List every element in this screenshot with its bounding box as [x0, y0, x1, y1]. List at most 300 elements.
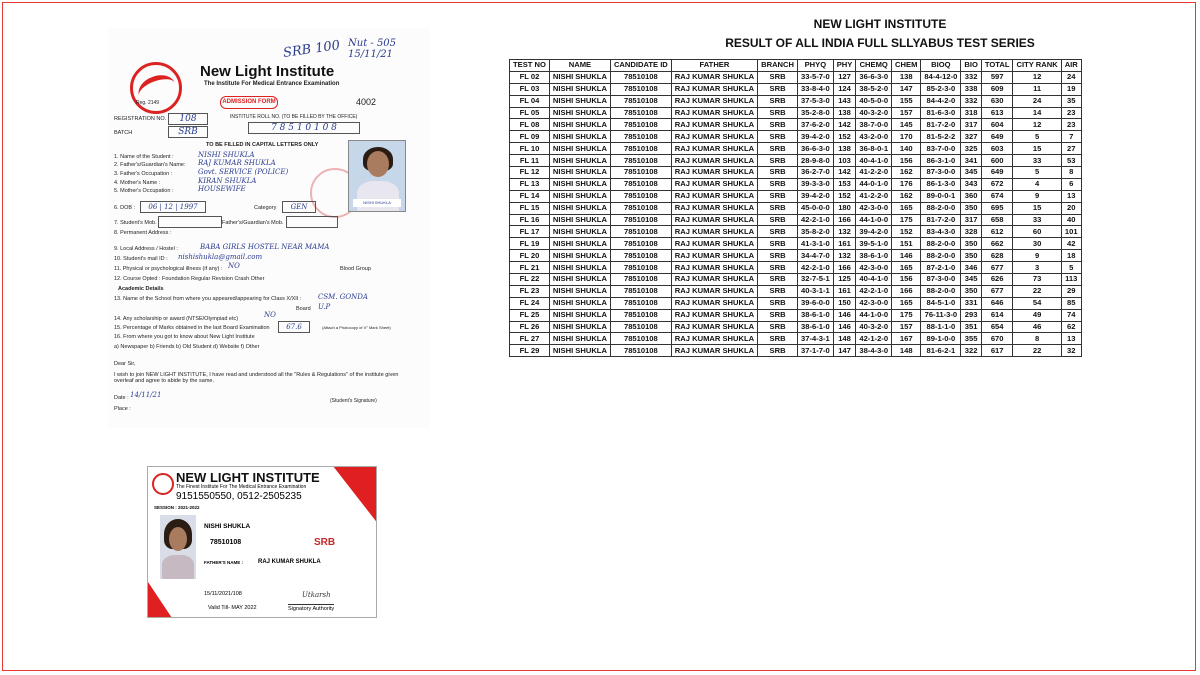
table-cell: SRB	[758, 250, 798, 262]
table-cell: 40-3-2-0	[856, 107, 892, 119]
roll-label: INSTITUTE ROLL NO. (TO BE FILLED BY THE OFFICE)	[230, 114, 358, 120]
table-cell: FL 24	[510, 297, 550, 309]
table-cell: 161	[833, 238, 856, 250]
table-cell: RAJ KUMAR SHUKLA	[671, 155, 757, 167]
table-cell: 146	[892, 250, 921, 262]
field-label: 2. Father's/Guardian's Name:	[114, 162, 186, 168]
table-cell: 150	[833, 297, 856, 309]
table-cell: RAJ KUMAR SHUKLA	[671, 309, 757, 321]
table-cell: 43-2-0-0	[856, 131, 892, 143]
table-cell: 78510108	[610, 297, 671, 309]
table-row	[510, 345, 1082, 357]
table-cell: NISHI SHUKLA	[549, 167, 610, 179]
table-cell: 5	[1013, 131, 1061, 143]
table-cell: 42-3-0-0	[856, 202, 892, 214]
table-cell: 60	[1013, 226, 1061, 238]
table-cell: 165	[892, 262, 921, 274]
table-cell: 695	[981, 202, 1013, 214]
table-cell: 13	[1061, 333, 1081, 345]
school-value: CSM. GONDA	[318, 293, 368, 301]
table-cell: RAJ KUMAR SHUKLA	[671, 202, 757, 214]
know-options: a) Newspaper b) Friends b) Old Student d) Website f) Other	[114, 344, 260, 350]
table-cell: RAJ KUMAR SHUKLA	[671, 178, 757, 190]
table-cell: RAJ KUMAR SHUKLA	[671, 71, 757, 83]
table-cell: 3	[1013, 262, 1061, 274]
table-cell: RAJ KUMAR SHUKLA	[671, 274, 757, 286]
table-cell: 78510108	[610, 345, 671, 357]
table-cell: SRB	[758, 155, 798, 167]
board-label: Board	[296, 306, 311, 312]
table-cell: 341	[961, 155, 982, 167]
table-cell: 78510108	[610, 190, 671, 202]
table-cell: 658	[981, 214, 1013, 226]
table-cell: 13	[1061, 190, 1081, 202]
admission-form	[108, 28, 430, 428]
table-cell: 176	[892, 178, 921, 190]
blood-group-label: Blood Group	[340, 266, 371, 272]
table-cell: NISHI SHUKLA	[549, 285, 610, 297]
table-cell: 88-1-1-0	[921, 321, 961, 333]
scholarship-label: 14. Any scholarship or award (NTSE/Olympiad etc)	[114, 316, 239, 322]
photo-tag: NISHI SHUKLA	[353, 199, 401, 207]
table-cell: SRB	[758, 226, 798, 238]
table-cell: 153	[833, 178, 856, 190]
table-cell: FL 08	[510, 119, 550, 131]
table-cell: 331	[961, 297, 982, 309]
table-cell: 35	[1061, 95, 1081, 107]
local-address-value: BABA GIRLS HOSTEL NEAR MAMA	[200, 243, 330, 251]
table-cell: 38-7-0-0	[856, 119, 892, 131]
table-cell: 42-2-1-0	[856, 285, 892, 297]
table-cell: 78510108	[610, 119, 671, 131]
table-cell: 7	[1061, 131, 1081, 143]
table-cell: 138	[892, 71, 921, 83]
table-cell: FL 15	[510, 202, 550, 214]
table-cell: 36-8-0-1	[856, 143, 892, 155]
table-cell: 81-5-2-2	[921, 131, 961, 143]
table-cell: 162	[892, 167, 921, 179]
table-cell: 175	[892, 309, 921, 321]
table-cell: 45-0-0-0	[798, 202, 834, 214]
form-reg: Reg. 2149	[136, 100, 160, 106]
table-cell: 32-7-5-1	[798, 274, 834, 286]
table-cell: 148	[833, 333, 856, 345]
table-cell: 36-6-3-0	[798, 143, 834, 155]
table-cell: 78510108	[610, 167, 671, 179]
table-cell: 39-4-2-0	[798, 190, 834, 202]
table-cell: 37-6-2-0	[798, 119, 834, 131]
table-cell: 42-3-0-0	[856, 297, 892, 309]
table-cell: 351	[961, 321, 982, 333]
table-cell: 317	[961, 214, 982, 226]
table-row	[510, 285, 1082, 297]
table-cell: 78510108	[610, 226, 671, 238]
table-cell: 345	[961, 167, 982, 179]
table-cell: 86-3-1-0	[921, 155, 961, 167]
table-cell: 54	[1013, 297, 1061, 309]
know-label: 16. From where you got to know about New Light Institute	[114, 334, 255, 340]
marks-note: (Attach a Photocopy of X° Mark Sheet)	[322, 325, 391, 330]
table-cell: 40-5-0-0	[856, 95, 892, 107]
table-row	[510, 238, 1082, 250]
table-cell: 42-1-2-0	[856, 333, 892, 345]
table-cell: 40-4-1-0	[856, 274, 892, 286]
card-validity: Valid Till- MAY 2022	[208, 605, 257, 611]
table-cell: 83-4-3-0	[921, 226, 961, 238]
table-cell: RAJ KUMAR SHUKLA	[671, 190, 757, 202]
table-cell: 649	[981, 131, 1013, 143]
table-cell: 603	[981, 143, 1013, 155]
student-photo	[348, 140, 406, 212]
table-row	[510, 95, 1082, 107]
table-cell: 166	[833, 214, 856, 226]
table-cell: RAJ KUMAR SHUKLA	[671, 119, 757, 131]
card-candidate-id: 78510108	[210, 539, 242, 546]
table-cell: 167	[892, 333, 921, 345]
column-header: PHYQ	[798, 60, 834, 72]
table-cell: 8	[1013, 333, 1061, 345]
column-header: TOTAL	[981, 60, 1013, 72]
table-cell: SRB	[758, 119, 798, 131]
form-brand: New Light Institute	[200, 63, 335, 80]
table-cell: 18	[1061, 250, 1081, 262]
table-cell: NISHI SHUKLA	[549, 226, 610, 238]
table-cell: NISHI SHUKLA	[549, 309, 610, 321]
table-cell: SRB	[758, 107, 798, 119]
mail-label: 10. Student's mail ID :	[114, 256, 168, 262]
mother-occupation-value: HOUSEWIFE	[198, 185, 246, 193]
table-cell: SRB	[758, 285, 798, 297]
table-cell: 85	[1061, 297, 1081, 309]
handwritten-date-note: Nut - 505 15/11/21	[348, 38, 397, 60]
table-cell: FL 11	[510, 155, 550, 167]
table-cell: 14	[1013, 107, 1061, 119]
table-cell: 152	[892, 226, 921, 238]
table-cell: 33-5-7-0	[798, 71, 834, 83]
table-cell: 42	[1061, 238, 1081, 250]
table-cell: RAJ KUMAR SHUKLA	[671, 285, 757, 297]
table-cell: SRB	[758, 297, 798, 309]
results-title: RESULT OF ALL INDIA FULL SLLYABUS TEST SERIES	[725, 36, 1035, 50]
table-cell: 38-6-1-0	[856, 250, 892, 262]
table-cell: 85-2-3-0	[921, 83, 961, 95]
table-cell: 38-5-2-0	[856, 83, 892, 95]
table-cell: FL 26	[510, 321, 550, 333]
table-cell: 646	[981, 297, 1013, 309]
table-cell: 33	[1013, 214, 1061, 226]
table-row	[510, 262, 1082, 274]
table-cell: 11	[1013, 83, 1061, 95]
table-row	[510, 226, 1082, 238]
table-cell: 78510108	[610, 285, 671, 297]
table-cell: 23	[1061, 119, 1081, 131]
column-header: BIOQ	[921, 60, 961, 72]
mail-value: nishishukla@gmail.com	[178, 253, 263, 261]
declaration-text: I wish to join NEW LIGHT INSTITUTE, I have read and understood all the "Rules & Regulations" of the institute given overleaf and agree to abide by the same.	[114, 372, 399, 384]
table-cell: 161	[833, 285, 856, 297]
table-cell: 42-3-0-0	[856, 262, 892, 274]
table-cell: 630	[981, 95, 1013, 107]
table-cell: NISHI SHUKLA	[549, 155, 610, 167]
table-row	[510, 297, 1082, 309]
table-cell: RAJ KUMAR SHUKLA	[671, 238, 757, 250]
table-cell: 322	[961, 345, 982, 357]
table-cell: 350	[961, 250, 982, 262]
table-cell: NISHI SHUKLA	[549, 71, 610, 83]
illness-label: 11. Physical or psychological illness (if any) :	[114, 266, 223, 272]
scholarship-value: NO	[264, 311, 276, 319]
handwritten-batch-note: SRB 100	[282, 38, 341, 61]
table-cell: 49	[1013, 309, 1061, 321]
results-table	[509, 59, 1082, 357]
table-cell: 12	[1013, 71, 1061, 83]
table-cell: SRB	[758, 214, 798, 226]
table-cell: 84-4-12-0	[921, 71, 961, 83]
table-cell: 89-0-0-1	[921, 190, 961, 202]
caps-note: TO BE FILLED IN CAPITAL LETTERS ONLY	[206, 142, 319, 148]
table-cell: 39-6-0-0	[798, 297, 834, 309]
table-row	[510, 202, 1082, 214]
table-cell: 175	[892, 214, 921, 226]
table-cell: 672	[981, 178, 1013, 190]
table-cell: 88-2-0-0	[921, 238, 961, 250]
field-label: 5. Mother's Occupation :	[114, 188, 174, 194]
table-cell: 89-1-0-0	[921, 333, 961, 345]
table-cell: 78510108	[610, 83, 671, 95]
table-cell: NISHI SHUKLA	[549, 143, 610, 155]
table-row	[510, 190, 1082, 202]
table-cell: 125	[833, 274, 856, 286]
table-cell: SRB	[758, 95, 798, 107]
table-cell: 20	[1061, 202, 1081, 214]
table-cell: 152	[833, 131, 856, 143]
table-cell: 30	[1013, 238, 1061, 250]
table-cell: 327	[961, 131, 982, 143]
card-signatory: Signatory Authority	[288, 606, 335, 612]
table-cell: 155	[892, 95, 921, 107]
table-cell: 24	[1013, 95, 1061, 107]
table-cell: RAJ KUMAR SHUKLA	[671, 83, 757, 95]
table-cell: 78510108	[610, 262, 671, 274]
table-cell: RAJ KUMAR SHUKLA	[671, 333, 757, 345]
table-cell: 124	[833, 83, 856, 95]
table-cell: NISHI SHUKLA	[549, 321, 610, 333]
table-cell: SRB	[758, 321, 798, 333]
table-cell: 88-2-0-0	[921, 285, 961, 297]
table-cell: 78510108	[610, 131, 671, 143]
category-value: GEN	[282, 201, 316, 213]
marks-value: 67.6	[278, 321, 310, 333]
table-cell: 132	[833, 226, 856, 238]
table-cell: NISHI SHUKLA	[549, 250, 610, 262]
table-cell: FL 03	[510, 83, 550, 95]
table-row	[510, 155, 1082, 167]
table-cell: 22	[1013, 345, 1061, 357]
table-cell: 113	[1061, 274, 1081, 286]
table-cell: NISHI SHUKLA	[549, 119, 610, 131]
table-cell: NISHI SHUKLA	[549, 238, 610, 250]
table-cell: RAJ KUMAR SHUKLA	[671, 143, 757, 155]
table-cell: RAJ KUMAR SHUKLA	[671, 167, 757, 179]
column-header: CHEMQ	[856, 60, 892, 72]
table-cell: 78510108	[610, 71, 671, 83]
table-cell: 76-11-3-0	[921, 309, 961, 321]
table-cell: 44-1-0-0	[856, 214, 892, 226]
table-cell: 5	[1061, 262, 1081, 274]
table-cell: 39-5-1-0	[856, 238, 892, 250]
table-row	[510, 83, 1082, 95]
table-cell: 27	[1061, 143, 1081, 155]
table-cell: 614	[981, 309, 1013, 321]
table-cell: 145	[892, 119, 921, 131]
column-header: AIR	[1061, 60, 1081, 72]
table-cell: 612	[981, 226, 1013, 238]
table-cell: 35-2-8-0	[798, 107, 834, 119]
table-cell: RAJ KUMAR SHUKLA	[671, 250, 757, 262]
table-cell: SRB	[758, 83, 798, 95]
table-cell: 78510108	[610, 202, 671, 214]
table-cell: 9	[1013, 190, 1061, 202]
table-cell: 157	[892, 321, 921, 333]
table-cell: 41-2-2-0	[856, 167, 892, 179]
table-cell: 166	[892, 285, 921, 297]
table-cell: 36-6-3-0	[856, 71, 892, 83]
table-cell: 170	[892, 131, 921, 143]
table-cell: FL 27	[510, 333, 550, 345]
table-cell: 8	[1061, 167, 1081, 179]
table-cell: 87-2-1-0	[921, 262, 961, 274]
column-header: PHY	[833, 60, 856, 72]
table-cell: 148	[892, 345, 921, 357]
student-mob-box	[158, 216, 222, 228]
registration-label: REGISTRATION NO.	[114, 116, 167, 122]
table-cell: SRB	[758, 345, 798, 357]
table-cell: 24	[1061, 71, 1081, 83]
table-cell: RAJ KUMAR SHUKLA	[671, 226, 757, 238]
card-session: SESSION : 2021-2022	[154, 505, 200, 510]
date-value: 14/11/21	[130, 391, 162, 399]
table-cell: 81-7-2-0	[921, 119, 961, 131]
table-cell: SRB	[758, 309, 798, 321]
table-row	[510, 167, 1082, 179]
batch-value: SRB	[168, 126, 208, 138]
table-cell: 29	[1061, 285, 1081, 297]
table-cell: 147	[833, 345, 856, 357]
father-mob-label: Father's/Guardian's Mob.	[222, 220, 284, 226]
table-cell: FL 21	[510, 262, 550, 274]
table-cell: FL 14	[510, 190, 550, 202]
father-occupation-value: Govt. SERVICE (POLICE)	[198, 168, 289, 176]
table-cell: 34-4-7-0	[798, 250, 834, 262]
academic-heading: Academic Details	[118, 286, 164, 292]
table-cell: 40-4-1-0	[856, 155, 892, 167]
table-cell: FL 17	[510, 226, 550, 238]
results-header-row	[510, 60, 1082, 72]
table-cell: FL 02	[510, 71, 550, 83]
table-cell: RAJ KUMAR SHUKLA	[671, 131, 757, 143]
table-cell: 40-3-1-1	[798, 285, 834, 297]
table-cell: 5	[1013, 167, 1061, 179]
card-corner-decoration	[326, 466, 377, 547]
table-cell: 143	[833, 95, 856, 107]
table-cell: 87-3-0-0	[921, 167, 961, 179]
table-cell: 37-5-3-0	[798, 95, 834, 107]
table-cell: SRB	[758, 178, 798, 190]
table-cell: 37-1-7-0	[798, 345, 834, 357]
table-cell: 78510108	[610, 309, 671, 321]
table-cell: 328	[961, 226, 982, 238]
table-cell: SRB	[758, 190, 798, 202]
table-cell: 180	[833, 202, 856, 214]
table-cell: 162	[892, 190, 921, 202]
card-date-code: 15/11/2021/108	[204, 591, 242, 597]
table-cell: 677	[981, 285, 1013, 297]
table-cell: 39-4-2-0	[798, 131, 834, 143]
table-cell: 157	[892, 107, 921, 119]
table-cell: SRB	[758, 131, 798, 143]
table-cell: 41-3-1-0	[798, 238, 834, 250]
table-cell: 350	[961, 285, 982, 297]
table-row	[510, 250, 1082, 262]
results-institute-title: NEW LIGHT INSTITUTE	[813, 17, 947, 31]
field-label: 3. Father's Occupation :	[114, 171, 173, 177]
table-cell: 140	[892, 143, 921, 155]
table-cell: 81-6-2-1	[921, 345, 961, 357]
registration-value: 108	[168, 113, 208, 125]
table-cell: 147	[892, 83, 921, 95]
table-cell: RAJ KUMAR SHUKLA	[671, 107, 757, 119]
table-cell: SRB	[758, 238, 798, 250]
admission-form-label: ADMISSION FORM	[220, 96, 278, 109]
table-cell: 325	[961, 143, 982, 155]
date-label: Date :	[114, 395, 129, 401]
card-student-name: NISHI SHUKLA	[204, 523, 251, 530]
column-header: CANDIDATE ID	[610, 60, 671, 72]
table-cell: FL 20	[510, 250, 550, 262]
table-cell: 33	[1013, 155, 1061, 167]
table-cell: 41-2-2-0	[856, 190, 892, 202]
form-number: 4002	[356, 97, 377, 107]
table-row	[510, 107, 1082, 119]
table-cell: FL 05	[510, 107, 550, 119]
table-cell: 146	[833, 309, 856, 321]
table-cell: 38-4-3-0	[856, 345, 892, 357]
table-cell: 156	[892, 155, 921, 167]
table-cell: FL 12	[510, 167, 550, 179]
marks-label: 15. Percentage of Marks obtained in the last Board Examination	[114, 325, 270, 331]
card-logo-icon	[152, 473, 174, 495]
table-row	[510, 214, 1082, 226]
table-cell: FL 23	[510, 285, 550, 297]
table-cell: 343	[961, 178, 982, 190]
table-cell: SRB	[758, 262, 798, 274]
table-cell: 81-6-3-0	[921, 107, 961, 119]
table-cell: 15	[1013, 202, 1061, 214]
table-cell: 138	[833, 143, 856, 155]
table-cell: 44-1-0-0	[856, 309, 892, 321]
table-cell: 78510108	[610, 95, 671, 107]
table-cell: 101	[1061, 226, 1081, 238]
table-cell: 350	[961, 202, 982, 214]
board-value: U.P	[318, 303, 331, 311]
table-cell: 677	[981, 262, 1013, 274]
table-cell: 142	[833, 167, 856, 179]
table-cell: RAJ KUMAR SHUKLA	[671, 345, 757, 357]
table-cell: 78510108	[610, 321, 671, 333]
table-cell: 32	[1061, 345, 1081, 357]
card-brand: NEW LIGHT INSTITUTE	[176, 470, 320, 485]
column-header: CHEM	[892, 60, 921, 72]
